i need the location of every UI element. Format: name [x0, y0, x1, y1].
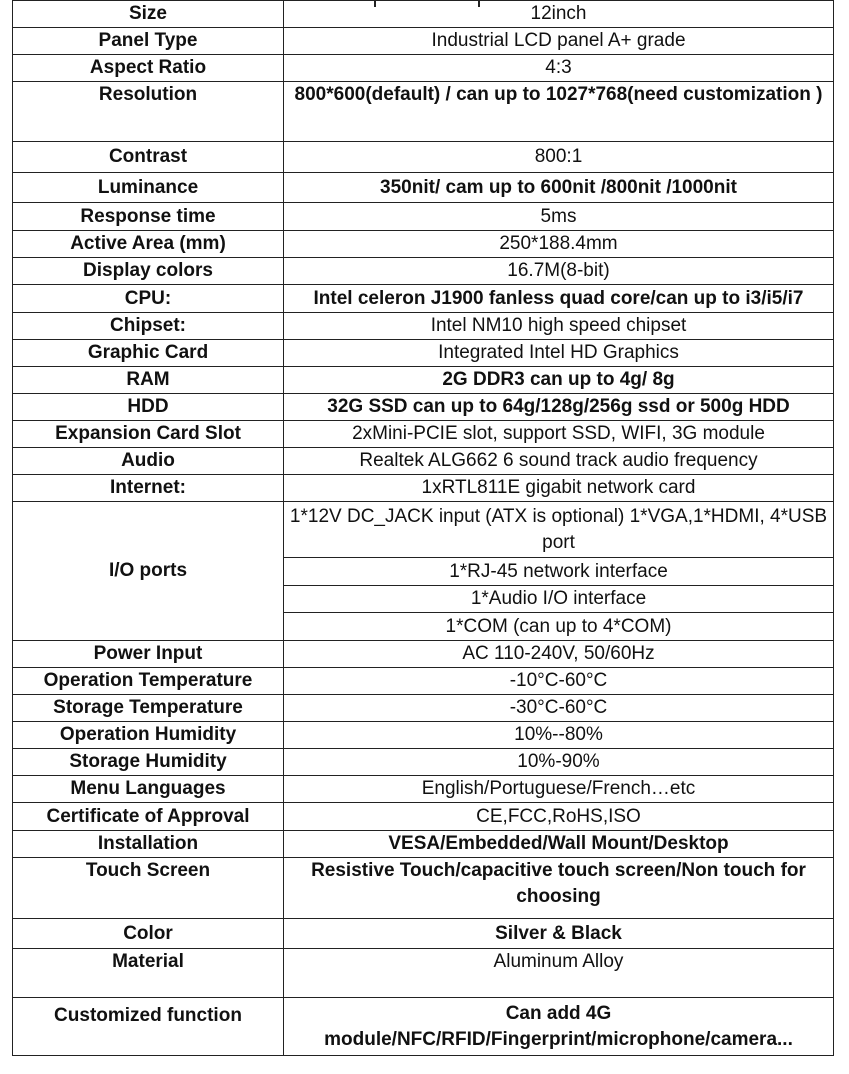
spec-value: Silver & Black [284, 919, 834, 949]
table-row [13, 502, 834, 558]
spec-label: Certificate of Approval [13, 803, 284, 831]
spec-label: HDD [13, 394, 284, 421]
table-row [13, 858, 834, 919]
spec-value: -30°C-60°C [284, 695, 834, 722]
spec-label: Display colors [13, 258, 284, 285]
spec-value: 2xMini-PCIE slot, support SSD, WIFI, 3G module [284, 421, 834, 448]
spec-value: 12inch [284, 1, 834, 28]
table-row [13, 695, 834, 722]
spec-label: Active Area (mm) [13, 231, 284, 258]
spec-value: 1*12V DC_JACK input (ATX is optional) 1*VGA,1*HDMI, 4*USB port [284, 502, 834, 558]
table-row [13, 448, 834, 475]
table-row [13, 641, 834, 668]
spec-value: 32G SSD can up to 64g/128g/256g ssd or 500g HDD [284, 394, 834, 421]
spec-value: Integrated Intel HD Graphics [284, 340, 834, 367]
spec-value: 1*COM (can up to 4*COM) [284, 613, 834, 641]
table-row [13, 803, 834, 831]
spec-label: Contrast [13, 142, 284, 173]
table-row [13, 173, 834, 203]
spec-table [12, 0, 834, 1056]
spec-label: Installation [13, 831, 284, 858]
spec-label: Graphic Card [13, 340, 284, 367]
table-row [13, 1, 834, 28]
spec-label: Expansion Card Slot [13, 421, 284, 448]
table-row [13, 313, 834, 340]
spec-label: CPU: [13, 285, 284, 313]
table-row [13, 749, 834, 776]
table-row [13, 285, 834, 313]
spec-value: 250*188.4mm [284, 231, 834, 258]
table-row [13, 421, 834, 448]
spec-value: 1xRTL811E gigabit network card [284, 475, 834, 502]
table-row [13, 231, 834, 258]
spec-label: Panel Type [13, 28, 284, 55]
spec-value: 2G DDR3 can up to 4g/ 8g [284, 367, 834, 394]
spec-value: -10°C-60°C [284, 668, 834, 695]
spec-value: CE,FCC,RoHS,ISO [284, 803, 834, 831]
spec-label: Size [13, 1, 284, 28]
spec-label: Menu Languages [13, 776, 284, 803]
spec-value: Realtek ALG662 6 sound track audio frequency [284, 448, 834, 475]
spec-label: Storage Temperature [13, 695, 284, 722]
table-row [13, 475, 834, 502]
table-row [13, 258, 834, 285]
spec-label: Chipset: [13, 313, 284, 340]
spec-label: Internet: [13, 475, 284, 502]
spec-value: 1*Audio I/O interface [284, 586, 834, 613]
table-row [13, 367, 834, 394]
table-row [13, 55, 834, 82]
spec-value: 5ms [284, 203, 834, 231]
table-row [13, 394, 834, 421]
spec-label: Customized function [13, 998, 284, 1056]
spec-label: Material [13, 949, 284, 998]
table-row [13, 776, 834, 803]
table-row [13, 203, 834, 231]
table-row [13, 919, 834, 949]
table-row [13, 142, 834, 173]
spec-label: Response time [13, 203, 284, 231]
spec-label: Aspect Ratio [13, 55, 284, 82]
spec-value: Aluminum Alloy [284, 949, 834, 998]
spec-label: I/O ports [13, 502, 284, 641]
spec-value: Industrial LCD panel A+ grade [284, 28, 834, 55]
spec-label: Operation Temperature [13, 668, 284, 695]
spec-label: Luminance [13, 173, 284, 203]
spec-value: 800*600(default) / can up to 1027*768(need customization ) [284, 82, 834, 142]
table-row [13, 82, 834, 142]
spec-label: Power Input [13, 641, 284, 668]
spec-label: Operation Humidity [13, 722, 284, 749]
spec-value: 10%--80% [284, 722, 834, 749]
spec-label: RAM [13, 367, 284, 394]
table-row [13, 28, 834, 55]
spec-value: Intel NM10 high speed chipset [284, 313, 834, 340]
table-row [13, 722, 834, 749]
table-row [13, 340, 834, 367]
spec-value: 1*RJ-45 network interface [284, 558, 834, 586]
spec-value: English/Portuguese/French…etc [284, 776, 834, 803]
spec-value: 350nit/ cam up to 600nit /800nit /1000nit [284, 173, 834, 203]
spec-label: Storage Humidity [13, 749, 284, 776]
spec-value: 16.7M(8-bit) [284, 258, 834, 285]
spec-value: Intel celeron J1900 fanless quad core/can up to i3/i5/i7 [284, 285, 834, 313]
spec-label: Color [13, 919, 284, 949]
spec-value: 800:1 [284, 142, 834, 173]
table-row [13, 998, 834, 1056]
spec-label: Touch Screen [13, 858, 284, 919]
spec-label: Resolution [13, 82, 284, 142]
spec-value: 4:3 [284, 55, 834, 82]
spec-value: AC 110-240V, 50/60Hz [284, 641, 834, 668]
spec-value: VESA/Embedded/Wall Mount/Desktop [284, 831, 834, 858]
spec-value: Resistive Touch/capacitive touch screen/Non touch for choosing [284, 858, 834, 919]
table-row [13, 668, 834, 695]
spec-value: Can add 4G module/NFC/RFID/Fingerprint/microphone/camera... [284, 998, 834, 1056]
table-row [13, 949, 834, 998]
spec-label: Audio [13, 448, 284, 475]
table-row [13, 831, 834, 858]
spec-value: 10%-90% [284, 749, 834, 776]
